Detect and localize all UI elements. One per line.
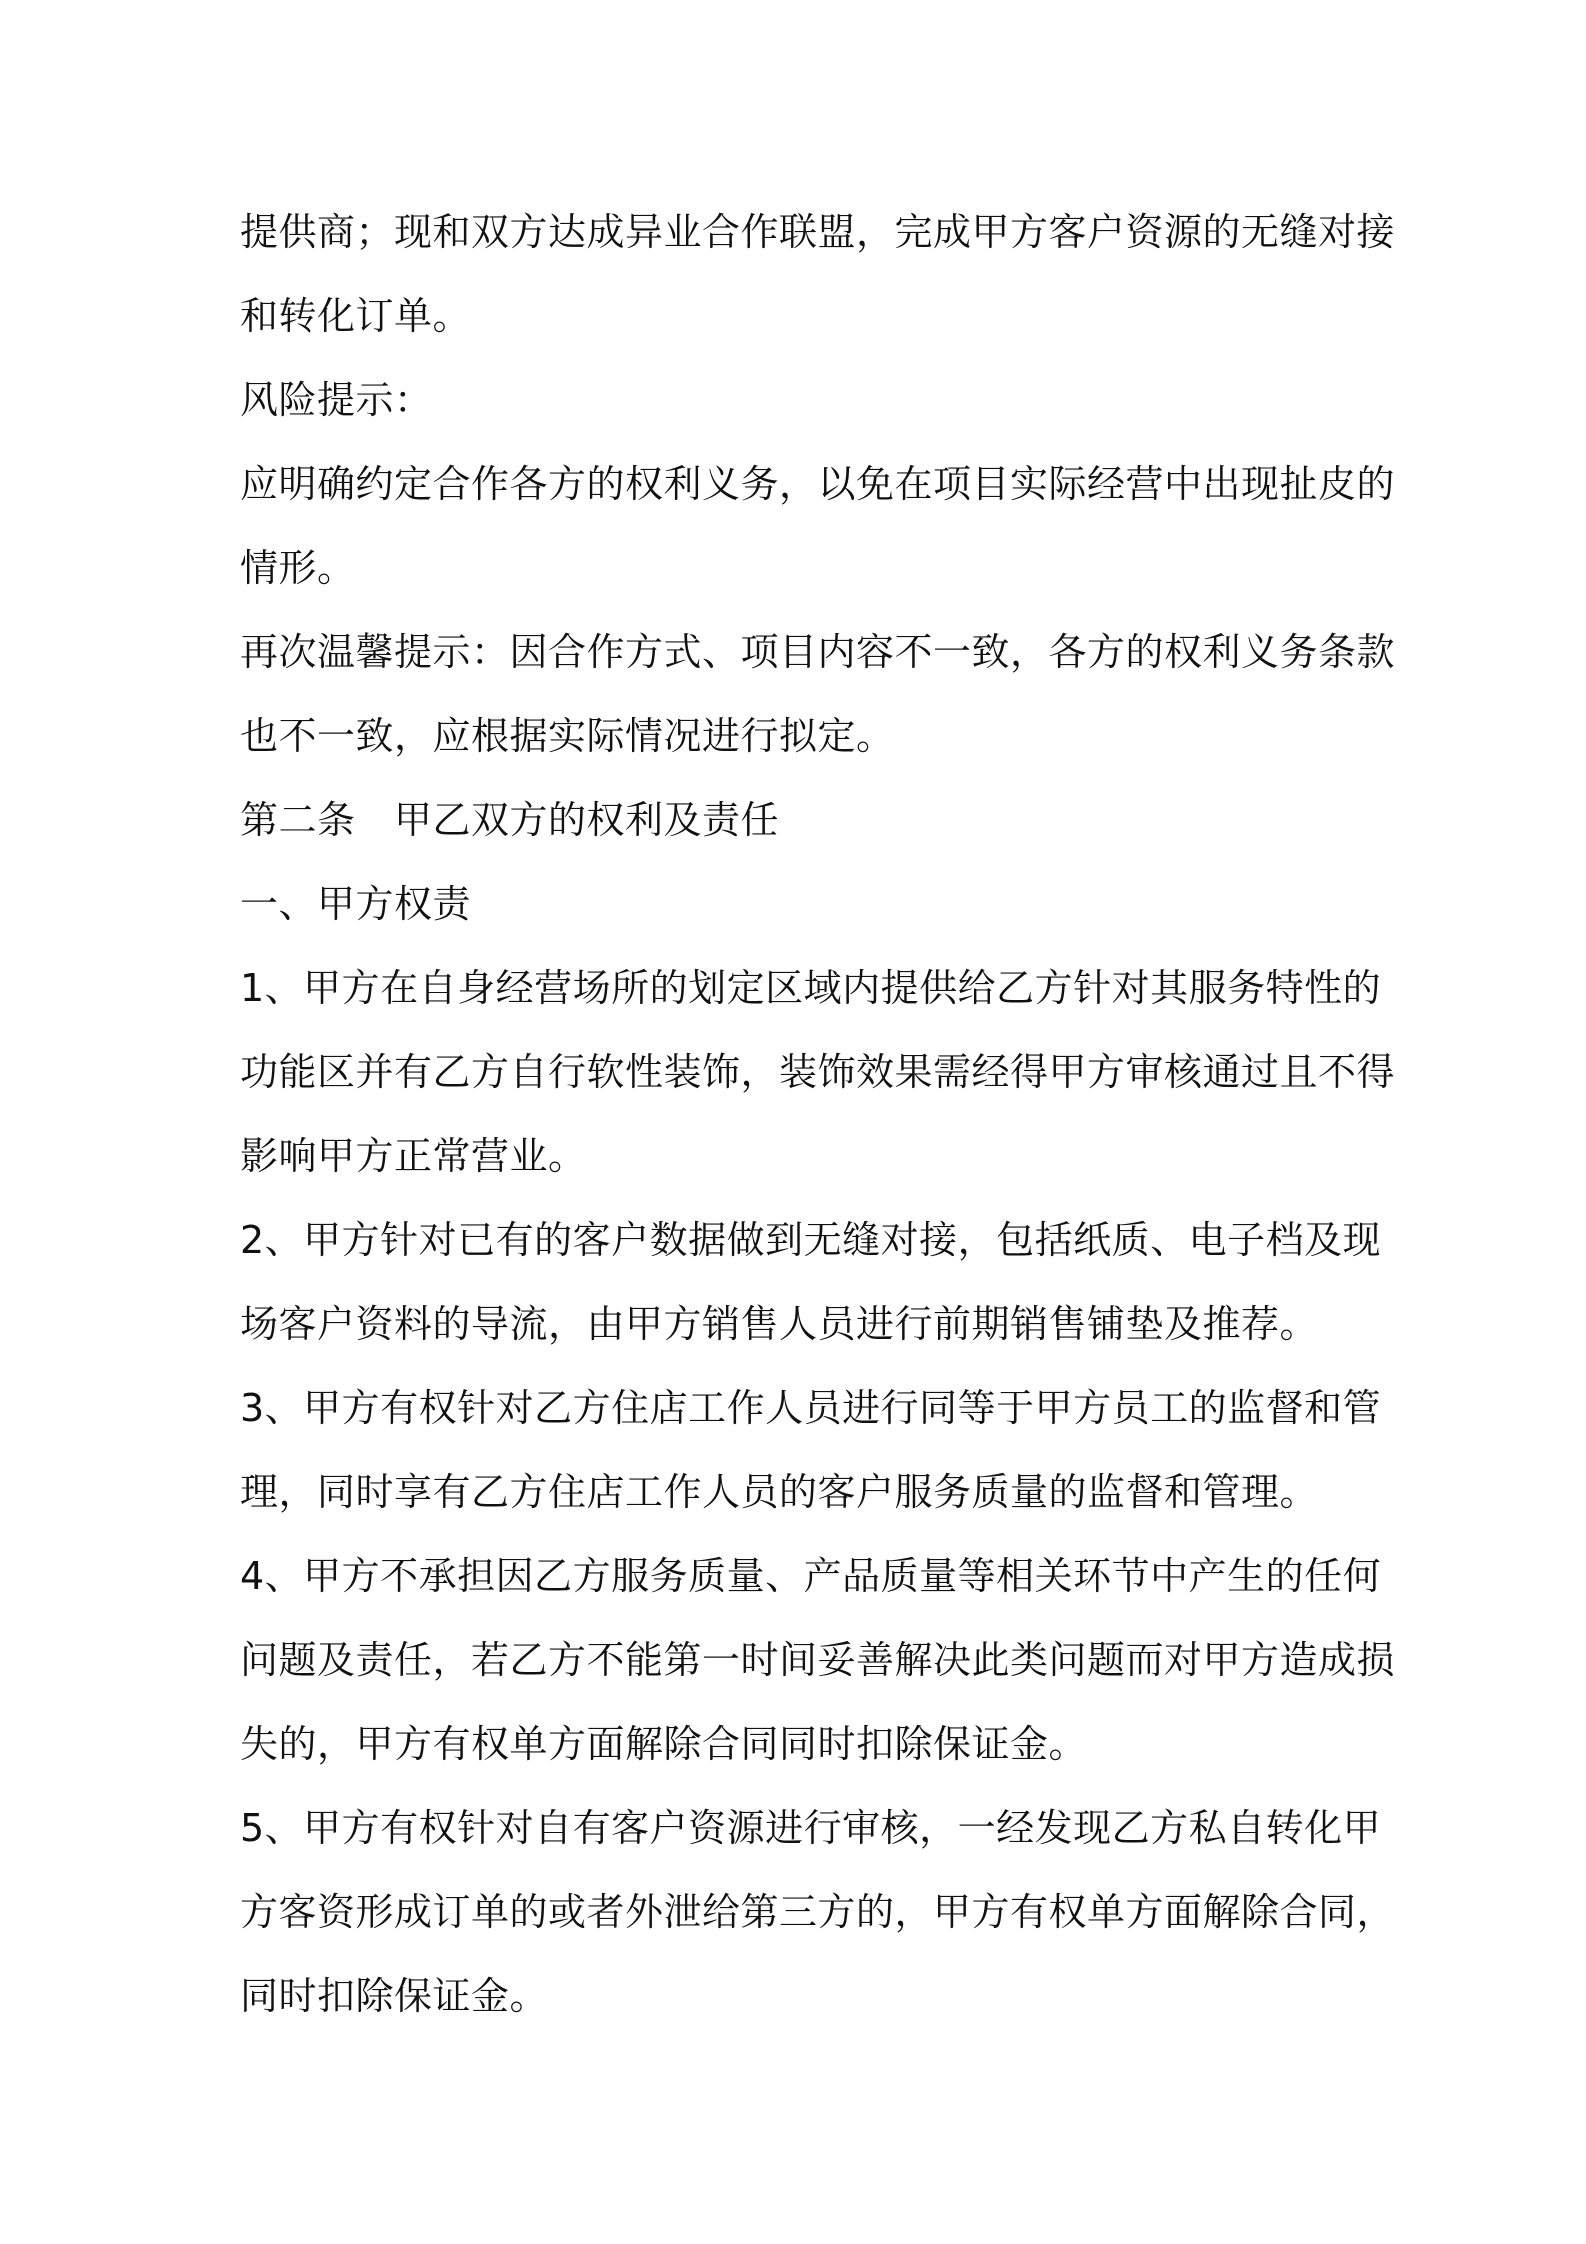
section-heading: 一、甲方权责	[240, 882, 472, 926]
clause-line: 失的，甲方有权单方面解除合同同时扣除保证金。	[240, 1722, 1088, 1766]
text-line: 也不一致，应根据实际情况进行拟定。	[240, 714, 895, 758]
text-line: 提供商；现和双方达成异业合作联盟，完成甲方客户资源的无缝对接	[240, 210, 1396, 254]
clause-line: 场客户资料的导流，由甲方销售人员进行前期销售铺垫及推荐。	[240, 1302, 1319, 1346]
clause-line: 功能区并有乙方自行软性装饰，装饰效果需经得甲方审核通过且不得	[240, 1050, 1396, 1094]
contract-body	[240, 190, 1396, 2038]
clause-line: 5、甲方有权针对自有客户资源进行审核，一经发现乙方私自转化甲	[240, 1806, 1382, 1850]
article-heading: 第二条 甲乙双方的权利及责任	[240, 798, 780, 842]
clause-line: 问题及责任，若乙方不能第一时间妥善解决此类问题而对甲方造成损	[240, 1638, 1396, 1682]
risk-heading: 风险提示：	[240, 378, 433, 422]
clause-line: 影响甲方正常营业。	[240, 1134, 587, 1178]
clause-line: 方客资形成订单的或者外泄给第三方的，甲方有权单方面解除合同，	[240, 1890, 1396, 1934]
text-line: 再次温馨提示：因合作方式、项目内容不一致，各方的权利义务条款	[240, 630, 1396, 674]
clause-line: 3、甲方有权针对乙方住店工作人员进行同等于甲方员工的监督和管	[240, 1386, 1382, 1430]
clause-line: 同时扣除保证金。	[240, 1974, 549, 2018]
text-line: 情形。	[240, 546, 356, 590]
clause-line: 2、甲方针对已有的客户数据做到无缝对接，包括纸质、电子档及现	[240, 1218, 1382, 1262]
clause-line: 理，同时享有乙方住店工作人员的客户服务质量的监督和管理。	[240, 1470, 1319, 1514]
text-line: 和转化订单。	[240, 294, 472, 338]
text-line: 应明确约定合作各方的权利义务，以免在项目实际经营中出现扯皮的	[240, 462, 1396, 506]
clause-line: 4、甲方不承担因乙方服务质量、产品质量等相关环节中产生的任何	[240, 1554, 1382, 1598]
clause-line: 1、甲方在自身经营场所的划定区域内提供给乙方针对其服务特性的	[240, 966, 1382, 1010]
